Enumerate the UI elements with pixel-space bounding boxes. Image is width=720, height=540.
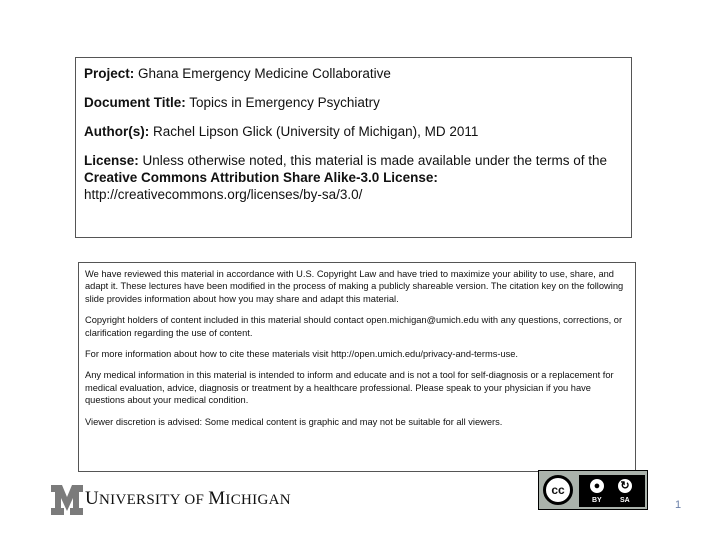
disclaimer-paragraph-viewer: Viewer discretion is advised: Some medical content is graphic and may not be suitable for all viewers. [85,416,503,427]
disclaimer-paragraph-cite: For more information about how to cite these materials visit http://open.umich.edu/privacy-and-terms-use. [85,349,519,360]
page-number: 1 [675,499,682,511]
disclaimer-paragraph-medical: Any medical information in this material is intended to inform and educate and is not a tool for self-diagnosis or a replacement for medical evaluation, advice, diagnosis or treatment by a healthcare professional. Please speak to your physician if you have questions about your medical condition. [85,370,614,406]
cc-by-sa-badge [538,470,648,510]
license-url: http://creativecommons.org/licenses/by-sa/3.0/ [84,187,363,202]
attribution-person-icon: ● [588,477,606,495]
cc-sa-label: SA [620,497,630,504]
author-line: Author(s): Rachel Lipson Glick (University of Michigan), MD 2011 [84,124,479,139]
disclaimer-box [78,262,636,472]
share-alike-icon: ↻ [616,477,634,495]
university-of-michigan-wordmark: UNIVERSITY OF MICHIGAN [85,488,291,509]
cc-by-label: BY [592,497,602,504]
disclaimer-paragraph-copyright: Copyright holders of content included in this material should contact open.michigan@umich.edu with any questions, corrections, or clarification regarding the use of content. [85,315,623,338]
document-title-line: Document Title: Topics in Emergency Psychiatry [84,95,380,110]
cc-icon: cc [543,475,573,505]
university-of-michigan-logo [50,483,291,517]
license-line: License: Unless otherwise noted, this material is made available under the terms of the Creative Commons Attribution Share Alike-3.0 License: http://creativecommons.org/licenses/by-sa/3.0/ [84,153,608,202]
disclaimer-paragraph-review: We have reviewed this material in accordance with U.S. Copyright Law and have tried to maximize your ability to use, share, and adapt it. These lectures have been modified in the process of making a publicly shareable version. The citation key on the following slide provides information about how you may share and adapt this material. [85,269,624,304]
block-m-logo-icon [50,483,84,517]
header-info-box [75,57,632,238]
license-name: Creative Commons Attribution Share Alike-3.0 License: [84,170,438,185]
project-line: Project: Ghana Emergency Medicine Collaborative [84,66,391,81]
